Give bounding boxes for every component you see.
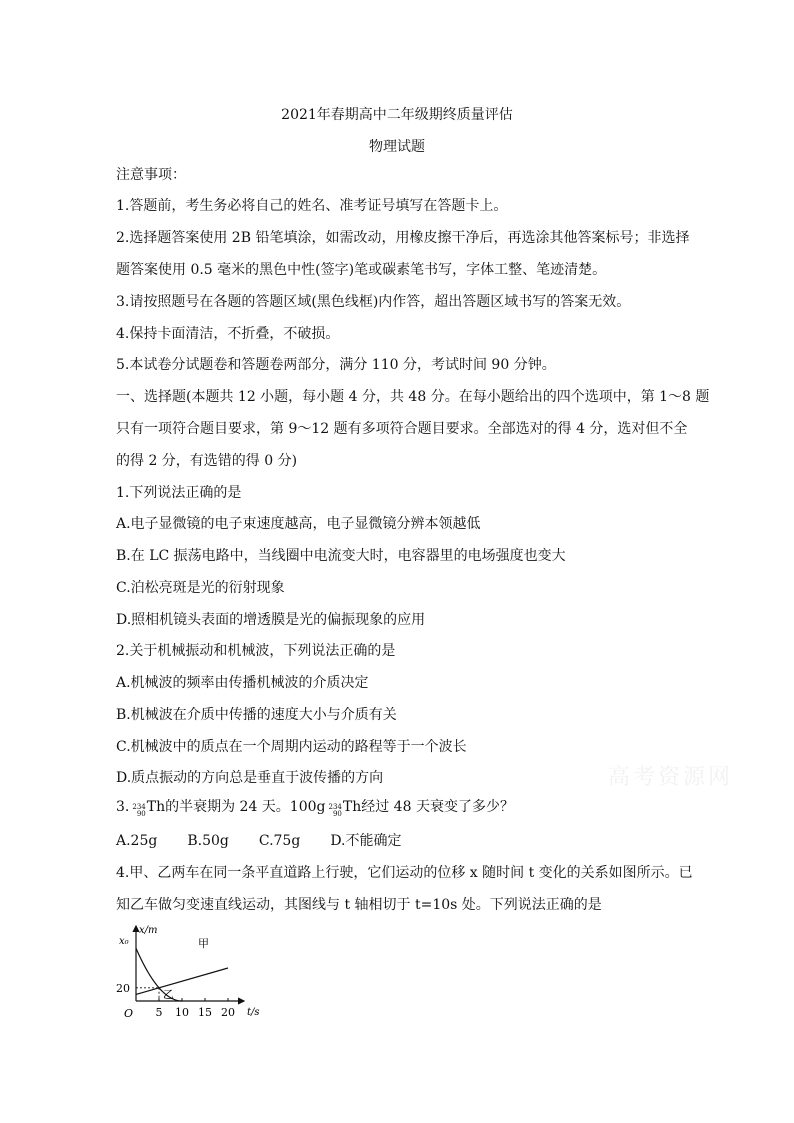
question-1-option-a: A.电子显微镜的电子束速度越高，电子显微镜分辨本领越低 bbox=[116, 516, 481, 532]
question-4-stem: 4.甲、乙两车在同一条平直道路上行驶，它们运动的位移 x 随时间 t 变化的关系如图所示。已 bbox=[116, 865, 693, 881]
x-tick-label: 15 bbox=[198, 1006, 212, 1019]
question-2-option-d: D.质点振动的方向总是垂直于波传播的方向 bbox=[116, 770, 384, 786]
section-heading: 的得 2 分，有选错的得 0 分) bbox=[116, 453, 298, 469]
exam-title: 2021年春期高中二年级期终质量评估 bbox=[281, 107, 513, 123]
notice-item: 2.选择题答案使用 2B 铅笔填涂，如需改动，用橡皮擦干净后，再选涂其他答案标号；非选择 bbox=[116, 230, 690, 246]
y-axis-label: x/m bbox=[139, 925, 158, 936]
notice-item: 5.本试卷分试题卷和答题卷两部分，满分 110 分，考试时间 90 分钟。 bbox=[116, 357, 556, 373]
watermark: 高考资源网 bbox=[608, 765, 734, 790]
x-axis-label: t/s bbox=[247, 1007, 260, 1018]
series-label-jia: 甲 bbox=[198, 937, 209, 950]
nuclide-notation: 234 90 bbox=[132, 803, 146, 818]
question-3-options bbox=[116, 832, 686, 850]
element-symbol: Th bbox=[342, 799, 362, 815]
section-heading: 一、选择题(本题共 12 小题，每小题 4 分，共 48 分。在每小题给出的四个选项中，第 1～8 题 bbox=[116, 389, 710, 405]
question-3-option: D.不能确定 bbox=[330, 833, 402, 849]
question-3-text: 的半衰期为 24 天。100g bbox=[165, 799, 326, 815]
question-1-option-b: B.在 LC 振荡电路中，当线圈中电流变大时，电容器里的电场强度也变大 bbox=[116, 548, 566, 564]
question-4-stem: 知乙车做匀变速直线运动，其图线与 t 轴相切于 t=10s 处。下列说法正确的是 bbox=[116, 897, 602, 913]
question-2-option-b: B.机械波在介质中传播的速度大小与介质有关 bbox=[116, 707, 397, 723]
question-2-option-c: C.机械波中的质点在一个周期内运动的路程等于一个波长 bbox=[116, 739, 467, 755]
notice-item: 4.保持卡面清洁，不折叠，不破损。 bbox=[116, 326, 340, 342]
question-1-stem: 1.下列说法正确的是 bbox=[116, 485, 242, 501]
y-tick-label: x₀ bbox=[119, 936, 129, 947]
x-tick-label: 20 bbox=[221, 1006, 235, 1019]
question-3-option: C.75g bbox=[258, 833, 301, 849]
notice-item: 题答案使用 0.5 毫米的黑色中性(签字)笔或碳素笔书写，字体工整、笔迹清楚。 bbox=[116, 262, 607, 278]
notice-item: 1.答题前，考生务必将自己的姓名、准考证号填写在答题卡上。 bbox=[116, 198, 508, 214]
series-lines bbox=[136, 948, 228, 1001]
question-2-option-a: A.机械波的频率由传播机械波的介质决定 bbox=[116, 675, 369, 691]
question-3-stem bbox=[116, 798, 686, 818]
question-1-option-c: C.泊松亮斑是光的衍射现象 bbox=[116, 580, 285, 596]
series-label-yi: 乙 bbox=[163, 988, 174, 1001]
origin-label: O bbox=[124, 1007, 134, 1020]
question-3-option: B.50g bbox=[187, 833, 229, 849]
question-3-option: A.25g bbox=[116, 833, 158, 849]
exam-subtitle: 物理试题 bbox=[369, 139, 425, 155]
element-symbol: Th bbox=[146, 799, 166, 815]
question-1-option-d: D.照相机镜头表面的增透膜是光的偏振现象的应用 bbox=[116, 612, 426, 628]
x-tick-label: 5 bbox=[155, 1006, 163, 1019]
xt-graph bbox=[110, 920, 270, 1025]
question-3-text: 经过 48 天衰变了多少？ bbox=[361, 799, 514, 815]
section-heading: 只有一项符合题目要求，第 9～12 题有多项符合题目要求。全部选对的得 4 分，选对但不全 bbox=[116, 421, 688, 437]
series-line-jia bbox=[136, 968, 228, 994]
question-2-stem: 2.关于机械振动和机械波，下列说法正确的是 bbox=[116, 643, 396, 659]
notice-heading: 注意事项： bbox=[116, 167, 186, 183]
question-3-number: 3. bbox=[116, 799, 130, 815]
x-tick-label: 10 bbox=[175, 1006, 189, 1019]
y-tick-label: 20 bbox=[116, 982, 130, 995]
nuclide-notation: 234 90 bbox=[328, 803, 342, 818]
notice-item: 3.请按照题号在各题的答题区域(黑色线框)内作答，超出答题区域书写的答案无效。 bbox=[116, 294, 631, 310]
